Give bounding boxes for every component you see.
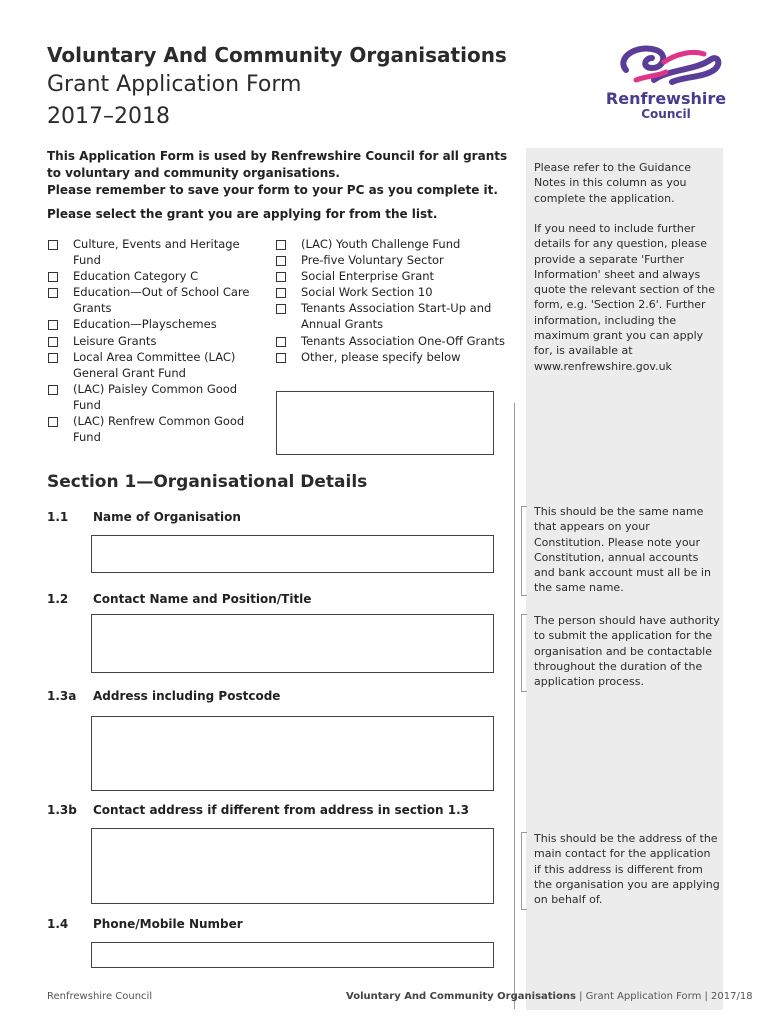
grant-option-label: Culture, Events and Heritage Fund [73, 237, 240, 268]
checkbox[interactable] [276, 256, 286, 266]
grant-option[interactable] [47, 236, 265, 268]
intro-line-1: This Application Form is used by Renfrewshire Council for all grants to voluntary and community organisations. [47, 149, 508, 180]
grant-option-label: Education—Playschemes [73, 317, 217, 332]
intro-line-2: Please remember to save your form to your PC as you complete it. [47, 183, 498, 197]
grant-option-label: Social Work Section 10 [301, 285, 433, 300]
checkbox[interactable] [48, 385, 58, 395]
logo-subtitle: Council [641, 107, 691, 121]
footer-organisation: Renfrewshire Council [47, 991, 153, 1002]
guidance-sidebar [526, 148, 723, 1010]
organisation-name-field[interactable] [91, 535, 494, 573]
guidance-note-contact: The person should have authority to submit the application for the organisation and be contactable throughout the duration of the application process. [534, 614, 720, 689]
checkbox[interactable] [276, 240, 286, 250]
grant-option-label: Other, please specify below [301, 349, 461, 364]
question-number: 1.1 [47, 510, 69, 524]
grant-option[interactable] [47, 284, 265, 316]
checkbox[interactable] [276, 288, 286, 298]
grant-option[interactable] [275, 300, 510, 332]
grant-list-left [47, 236, 265, 445]
grant-option-label: Education Category C [73, 269, 199, 284]
question-label: Contact address if different from address in section 1.3 [93, 803, 470, 817]
guidance-bracket [521, 614, 527, 692]
checkbox[interactable] [48, 240, 58, 250]
grant-option-label: (LAC) Youth Challenge Fund [301, 237, 461, 251]
contact-address-field[interactable] [91, 828, 494, 904]
checkbox[interactable] [48, 417, 58, 427]
question-label: Address including Postcode [93, 689, 281, 703]
guidance-note-intro: Please refer to the Guidance Notes in this column as you complete the application. [534, 161, 692, 205]
contact-name-field[interactable] [91, 614, 494, 673]
grant-option[interactable] [275, 236, 510, 252]
grant-option[interactable] [275, 268, 510, 284]
form-year: 2017–2018 [47, 104, 170, 129]
address-field[interactable] [91, 716, 494, 791]
logo-name: Renfrewshire [605, 89, 727, 108]
checkbox[interactable] [276, 304, 286, 314]
question-number: 1.2 [47, 592, 69, 606]
grant-option[interactable] [47, 268, 265, 284]
checkbox[interactable] [48, 337, 58, 347]
guidance-note-further-info: If you need to include further details for any question, please provide a separate 'Further Information' sheet and always quote the relevant section of the form, e.g. 'Section 2.6'. Further information, including the maximum grant you can apply for, is available at www.renfrewshire.gov.uk [534, 222, 715, 373]
intro-text [47, 148, 517, 199]
footer-rest: | Grant Application Form | 2017/18 [575, 991, 753, 1002]
grant-option[interactable] [47, 333, 265, 349]
guidance-bracket [521, 506, 527, 596]
checkbox[interactable] [276, 337, 286, 347]
question-label: Contact Name and Position/Title [93, 592, 312, 606]
guidance-bracket [521, 832, 527, 910]
grant-option-label: Pre-five Voluntary Sector [301, 253, 444, 268]
column-divider [514, 403, 515, 1009]
grant-option[interactable] [275, 284, 510, 300]
section-heading: Section 1—Organisational Details [47, 472, 368, 492]
grant-option[interactable] [47, 349, 265, 381]
guidance-note-contact-address: This should be the address of the main contact for the application if this address is different from the organisation you are applying on behalf of. [534, 832, 720, 907]
grant-option-label: Local Area Committee (LAC) General Grant Fund [73, 349, 236, 380]
grant-list-right [275, 236, 510, 365]
select-prompt: Please select the grant you are applying for from the list. [47, 207, 438, 221]
question-number: 1.3b [47, 803, 77, 817]
footer-bold-title: Voluntary And Community Organisations [346, 991, 576, 1002]
checkbox[interactable] [48, 320, 58, 330]
grant-option-label: Social Enterprise Grant [301, 269, 435, 284]
other-grant-input[interactable] [276, 391, 494, 455]
grant-option-label: (LAC) Paisley Common Good Fund [73, 381, 238, 412]
grant-option[interactable] [47, 413, 265, 445]
checkbox[interactable] [276, 272, 286, 282]
grant-option[interactable] [47, 381, 265, 413]
grant-option-label: Tenants Association Start-Up and Annual Grants [301, 301, 492, 332]
question-number: 1.4 [47, 917, 69, 931]
grant-option[interactable] [275, 252, 510, 268]
grant-option-label: Leisure Grants [73, 333, 157, 348]
grant-option-label: (LAC) Renfrew Common Good Fund [73, 414, 245, 445]
form-title: Voluntary And Community Organisations [47, 43, 507, 67]
checkbox[interactable] [48, 353, 58, 363]
form-subtitle: Grant Application Form [47, 72, 302, 97]
checkbox[interactable] [276, 353, 286, 363]
grant-option-label: Tenants Association One-Off Grants [301, 333, 506, 348]
question-number: 1.3a [47, 689, 77, 703]
question-label: Phone/Mobile Number [93, 917, 243, 931]
phone-field[interactable] [91, 942, 494, 968]
footer-document-info [346, 991, 753, 1002]
grant-option-label: Education—Out of School Care Grants [73, 285, 250, 316]
checkbox[interactable] [48, 288, 58, 298]
grant-option[interactable] [275, 333, 510, 349]
guidance-note-organisation-name: This should be the same name that appears on your Constitution. Please note your Constitution, annual accounts and bank account must all be in the same name. [534, 505, 711, 595]
question-label: Name of Organisation [93, 510, 241, 524]
checkbox[interactable] [48, 272, 58, 282]
grant-option[interactable] [47, 316, 265, 332]
grant-option[interactable] [275, 349, 510, 365]
